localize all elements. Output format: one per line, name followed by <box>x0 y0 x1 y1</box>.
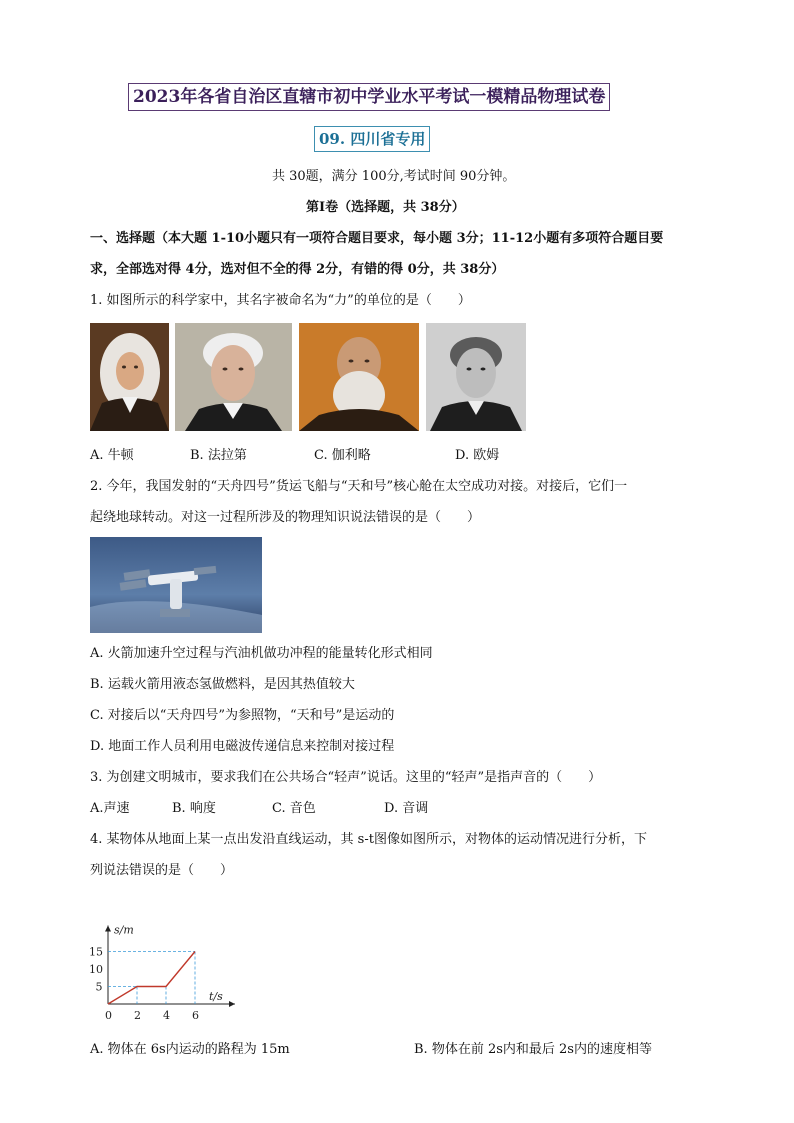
q3-option-c: C. 音色 <box>272 801 316 816</box>
q2-option-b: B. 运载火箭用液态氢做燃料，是因其热值较大 <box>90 677 355 692</box>
exam-info: 共 30题，满分 100分,考试时间 90分钟。 <box>272 169 516 184</box>
y-tick-label: 5 <box>95 980 103 994</box>
q1-option-c: C. 伽利略 <box>314 448 371 463</box>
q4-option-a: A. 物体在 6s内运动的路程为 15m <box>90 1042 290 1057</box>
y-axis-label: s/m <box>114 923 134 937</box>
paper-title: 2023年各省自治区直辖市初中学业水平考试一模精品物理试卷 <box>128 83 610 111</box>
s-t-graph <box>84 890 254 1030</box>
question-1-stem: 1. 如图所示的科学家中，其名字被命名为“力”的单位的是（ ） <box>90 293 471 308</box>
q1-option-d: D. 欧姆 <box>455 448 500 463</box>
x-tick-label: 2 <box>134 1009 141 1022</box>
q2-option-a: A. 火箭加速升空过程与汽油机做功冲程的能量转化形式相同 <box>90 646 433 661</box>
portrait-galileo <box>299 323 419 431</box>
y-tick-label: 10 <box>89 963 103 976</box>
q4-option-b: B. 物体在前 2s内和最后 2s内的速度相等 <box>414 1042 652 1057</box>
y-tick-label: 15 <box>89 945 103 959</box>
portrait-newton <box>90 323 169 431</box>
q3-option-b: B. 响度 <box>172 801 216 816</box>
volume-heading: 第Ⅰ卷（选择题，共 38分） <box>306 200 465 215</box>
section-instructions-line1: 一、选择题（本大题 1-10小题只有一项符合题目要求，每小题 3分；11-12小题有多项符合题目要 <box>90 231 664 246</box>
paper-subtitle: 09. 四川省专用 <box>314 126 430 152</box>
question-2-stem-line1: 2. 今年，我国发射的“天舟四号”货运飞船与“天和号”核心舱在太空成功对接。对接后，它们一 <box>90 479 628 494</box>
q3-option-d: D. 音调 <box>384 801 429 816</box>
x-axis-arrow <box>229 1001 235 1007</box>
x-tick-label: 0 <box>105 1009 112 1022</box>
y-axis-arrow <box>105 926 111 932</box>
question-4-stem-line1: 4. 某物体从地面上某一点出发沿直线运动，其 s-t图像如图所示，对物体的运动情况进行分析，下 <box>90 832 647 847</box>
x-tick-label: 6 <box>192 1009 199 1022</box>
q2-option-c: C. 对接后以“天舟四号”为参照物，“天和号”是运动的 <box>90 708 395 723</box>
portrait-ohm <box>426 323 526 431</box>
space-station-image <box>90 537 262 633</box>
q1-option-a: A. 牛顿 <box>90 448 134 463</box>
portrait-faraday <box>175 323 292 431</box>
x-tick-label: 4 <box>163 1009 170 1022</box>
x-axis-label: t/s <box>209 990 223 1003</box>
q1-option-b: B. 法拉第 <box>190 448 247 463</box>
question-4-stem-line2: 列说法错误的是（ ） <box>90 863 234 878</box>
question-2-stem-line2: 起绕地球转动。对这一过程所涉及的物理知识说法错误的是（ ） <box>90 510 481 525</box>
series-line <box>108 952 195 1005</box>
q3-option-a: A.声速 <box>90 801 130 816</box>
question-3-stem: 3. 为创建文明城市，要求我们在公共场合“轻声”说话。这里的“轻声”是指声音的（ ） <box>90 770 602 785</box>
q2-option-d: D. 地面工作人员利用电磁波传递信息来控制对接过程 <box>90 739 395 754</box>
section-instructions-line2: 求，全部选对得 4分，选对但不全的得 2分，有错的得 0分，共 38分） <box>90 262 505 277</box>
